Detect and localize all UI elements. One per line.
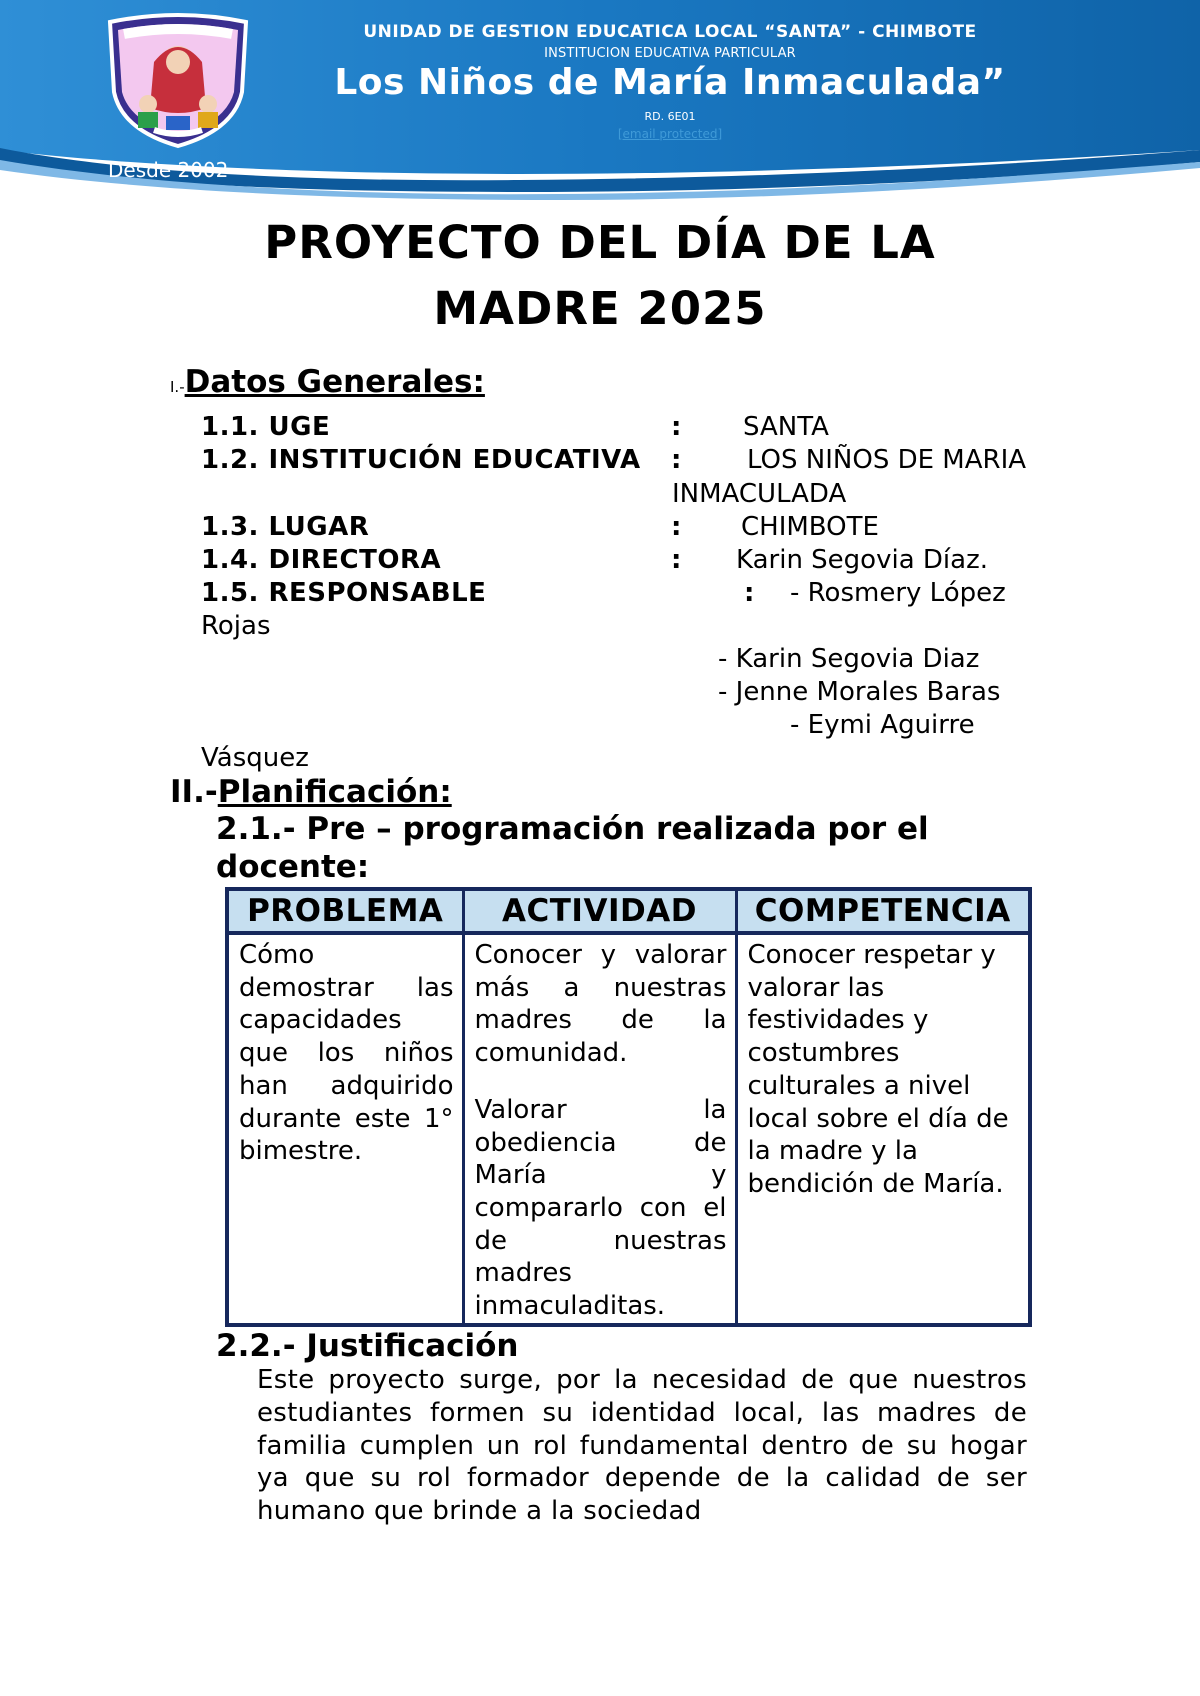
field-institucion	[201, 445, 1027, 475]
section-2-heading	[170, 774, 452, 810]
field-value: LOS NIÑOS DE MARIA	[747, 445, 1027, 475]
justification-paragraph: Este proyecto surge, por la necesidad de que nuestros estudiantes formen su identidad local, las madres de familia cumplen un rol fundamental dentro de su hogar ya que su rol formador depende de la calidad de ser humano que brinde a la sociedad	[257, 1365, 1027, 1527]
section-2-number: II.-	[170, 774, 218, 810]
field-uge	[201, 412, 829, 442]
responsable-item: - Karin Segovia Diaz	[718, 644, 980, 674]
field-colon: :	[671, 412, 682, 442]
title-line-1: PROYECTO DEL DÍA DE LA	[264, 216, 936, 269]
field-value: SANTA	[743, 412, 829, 442]
section-2-title: Planificación:	[217, 774, 452, 810]
header-banner	[0, 0, 1200, 200]
field-colon: :	[744, 578, 755, 608]
field-colon: :	[671, 445, 682, 475]
subsection-2-1-heading: 2.1.- Pre – programación realizada por el docente:	[216, 811, 929, 885]
field-value: CHIMBOTE	[741, 512, 879, 542]
table-row	[227, 933, 1030, 1325]
table-header-row	[227, 889, 1030, 933]
field-institucion-cont: INMACULADA	[672, 479, 847, 509]
actividad-text-2: Valorar la obediencia de María y compararlo con el de nuestras madres inmaculaditas.	[474, 1094, 727, 1322]
field-label: 1.1. UGE	[201, 412, 331, 442]
field-directora	[201, 545, 988, 575]
field-label: 1.5. RESPONSABLE	[201, 578, 487, 608]
institution-type: INSTITUCION EDUCATIVA PARTICULAR	[544, 46, 796, 61]
field-colon: :	[671, 545, 682, 575]
field-colon: :	[671, 512, 682, 542]
subsection-2-2-heading: 2.2.- Justificación	[216, 1328, 519, 1364]
responsable-item-cont: Vásquez	[201, 743, 309, 773]
planning-table	[225, 887, 1032, 1327]
field-responsable	[201, 578, 1006, 608]
field-lugar	[201, 512, 879, 542]
problema-text: Cómo demostrar las capacidades que los niños han adquirido durante este 1° bimestre.	[239, 940, 454, 1167]
section-1-heading	[170, 364, 485, 400]
field-label: 1.3. LUGAR	[201, 512, 370, 542]
section-1-number: I.-	[170, 378, 185, 396]
contact-email-link[interactable]: [email protected]	[617, 127, 723, 141]
title-line-2: MADRE 2025	[433, 282, 767, 335]
section-1-title: Datos Generales:	[184, 364, 485, 400]
field-label: 1.2. INSTITUCIÓN EDUCATIVA	[201, 445, 641, 475]
column-header-problema: PROBLEMA	[227, 889, 463, 933]
column-header-competencia: COMPETENCIA	[736, 889, 1030, 933]
field-value: Karin Segovia Díaz.	[736, 545, 988, 575]
founded-since: Desde 2002	[108, 158, 229, 182]
field-label: 1.4. DIRECTORA	[201, 545, 442, 575]
cell-actividad	[463, 933, 736, 1325]
field-value: - Rosmery López	[790, 578, 1006, 608]
cell-problema	[227, 933, 463, 1325]
resolution-number: RD. 6E01	[644, 110, 696, 123]
document-title	[0, 210, 1200, 342]
actividad-text-1: Conocer y valorar más a nuestras madres de la comunidad.	[474, 940, 727, 1069]
cell-competencia	[736, 933, 1030, 1325]
responsable-item: - Jenne Morales Baras	[718, 677, 1001, 707]
responsable-cont: Rojas	[201, 611, 271, 641]
ugel-line: UNIDAD DE GESTION EDUCATICA LOCAL “SANTA” - CHIMBOTE	[363, 22, 977, 42]
competencia-text: Conocer respetar y valorar las festividades y costumbres culturales a nivel local sobre el día de la madre y la bendición de María.	[747, 940, 1009, 1199]
column-header-actividad: ACTIVIDAD	[463, 889, 736, 933]
institution-name: Los Niños de María Inmaculada”	[334, 62, 1006, 103]
responsable-item: - Eymi Aguirre	[790, 710, 975, 740]
